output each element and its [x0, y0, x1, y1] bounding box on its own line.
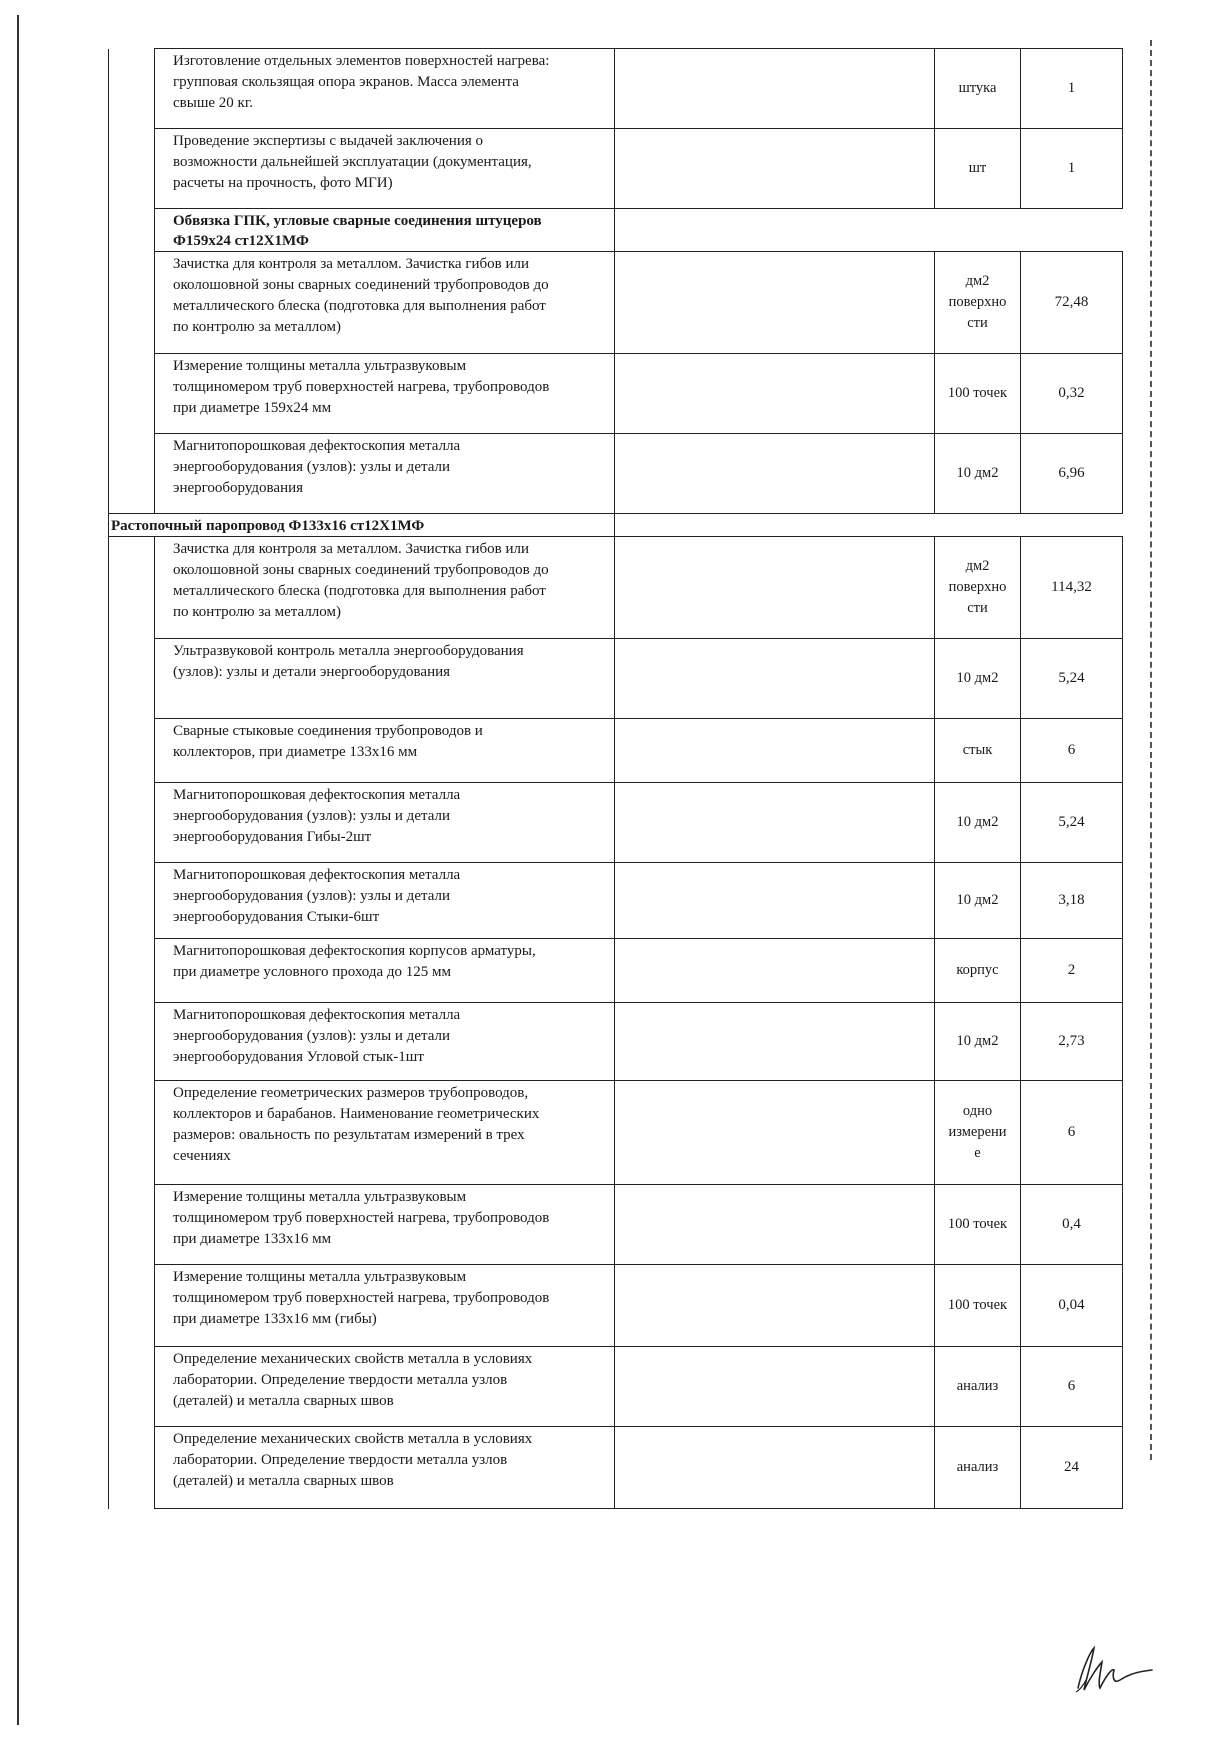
- table-row: [109, 863, 1123, 939]
- unit-cell: одно измерени е: [935, 1081, 1021, 1185]
- unit-cell: корпус: [935, 939, 1021, 1003]
- quantity-cell: 6: [1021, 719, 1123, 783]
- empty-cell: [615, 252, 935, 354]
- quantity-cell: 0,4: [1021, 1185, 1123, 1265]
- unit-cell: 100 точек: [935, 1265, 1021, 1347]
- work-description: Определение механических свойств металла в условиях лаборатории. Определение твердости металла узлов (деталей) и металла сварных швов: [173, 1351, 533, 1409]
- margin-cell: [109, 719, 155, 783]
- table-row: [109, 783, 1123, 863]
- margin-cell: [109, 639, 155, 719]
- unit-cell: 10 дм2: [935, 434, 1021, 514]
- margin-cell: [109, 1081, 155, 1185]
- work-description-cell: [155, 1427, 615, 1509]
- work-description-cell: [155, 863, 615, 939]
- table-row: [109, 434, 1123, 514]
- empty-cell: [615, 49, 935, 129]
- table-row: [109, 354, 1123, 434]
- section-title: Растопочный паропровод Ф133х16 ст12Х1МФ: [109, 514, 615, 537]
- empty-cell: [615, 354, 935, 434]
- work-description-cell: [155, 1081, 615, 1185]
- work-description-cell: [155, 252, 615, 354]
- table-row: [109, 252, 1123, 354]
- empty-cell: [615, 1427, 935, 1509]
- empty-cell: [935, 514, 1021, 537]
- unit-cell: штука: [935, 49, 1021, 129]
- work-description: Зачистка для контроля за металлом. Зачистка гибов или околошовной зоны сварных соединений трубопроводов до металлического блеска (подготовка для выполнения работ по контролю за металлом): [173, 541, 549, 620]
- empty-cell: [615, 514, 935, 537]
- unit-cell: 100 точек: [935, 354, 1021, 434]
- quantity-cell: 3,18: [1021, 863, 1123, 939]
- table-body: [109, 49, 1123, 1509]
- unit-cell: анализ: [935, 1427, 1021, 1509]
- work-description: Измерение толщины металла ультразвуковым толщиномером труб поверхностей нагрева, трубопроводов при диаметре 159х24 мм: [173, 358, 550, 416]
- work-description: Измерение толщины металла ультразвуковым толщиномером труб поверхностей нагрева, трубопроводов при диаметре 133х16 мм: [173, 1189, 550, 1247]
- table-row: [109, 719, 1123, 783]
- table-row: [109, 49, 1123, 129]
- unit-cell: 10 дм2: [935, 639, 1021, 719]
- empty-cell: [615, 863, 935, 939]
- empty-cell: [615, 537, 935, 639]
- margin-cell: [109, 434, 155, 514]
- quantity-cell: 1: [1021, 129, 1123, 209]
- quantity-cell: 2: [1021, 939, 1123, 1003]
- table-row: [109, 537, 1123, 639]
- table-row: [109, 939, 1123, 1003]
- table-row: [109, 639, 1123, 719]
- empty-cell: [615, 209, 935, 252]
- work-description-cell: [155, 783, 615, 863]
- table-row: [109, 1265, 1123, 1347]
- work-description: Определение геометрических размеров трубопроводов, коллекторов и барабанов. Наименование геометрических размеров: овальность по результатам измерений в трех сечениях: [173, 1085, 540, 1164]
- work-items-table: [108, 48, 1123, 1509]
- work-description-cell: [155, 354, 615, 434]
- work-description: Измерение толщины металла ультразвуковым толщиномером труб поверхностей нагрева, трубопроводов при диаметре 133х16 мм (гибы): [173, 1269, 550, 1327]
- section-header-row: [109, 514, 1123, 537]
- empty-cell: [615, 1185, 935, 1265]
- empty-cell: [615, 1081, 935, 1185]
- quantity-cell: 72,48: [1021, 252, 1123, 354]
- quantity-cell: 114,32: [1021, 537, 1123, 639]
- work-description-cell: [155, 1003, 615, 1081]
- unit-cell: стык: [935, 719, 1021, 783]
- empty-cell: [615, 783, 935, 863]
- empty-cell: [615, 1003, 935, 1081]
- section-header-row: [109, 209, 1123, 252]
- margin-cell: [109, 1427, 155, 1509]
- margin-cell: [109, 863, 155, 939]
- quantity-cell: 24: [1021, 1427, 1123, 1509]
- margin-cell: [109, 783, 155, 863]
- unit-cell: 100 точек: [935, 1185, 1021, 1265]
- empty-cell: [935, 209, 1021, 252]
- work-description: Проведение экспертизы с выдачей заключения о возможности дальнейшей эксплуатации (документация, расчеты на прочность, фото МГИ): [173, 133, 532, 191]
- work-description-cell: [155, 719, 615, 783]
- work-description: Зачистка для контроля за металлом. Зачистка гибов или околошовной зоны сварных соединений трубопроводов до металлического блеска (подготовка для выполнения работ по контролю за металлом): [173, 256, 549, 335]
- margin-cell: [109, 1185, 155, 1265]
- empty-cell: [615, 434, 935, 514]
- margin-cell: [109, 129, 155, 209]
- empty-cell: [1021, 514, 1123, 537]
- margin-cell: [109, 1265, 155, 1347]
- work-description: Определение механических свойств металла в условиях лаборатории. Определение твердости металла узлов (деталей) и металла сварных швов: [173, 1431, 533, 1489]
- margin-cell: [109, 1003, 155, 1081]
- work-description-cell: [155, 1185, 615, 1265]
- unit-cell: 10 дм2: [935, 863, 1021, 939]
- work-description-cell: [155, 1347, 615, 1427]
- margin-cell: [109, 1347, 155, 1427]
- work-description: Ультразвуковой контроль металла энергооборудования (узлов): узлы и детали энергооборудования: [173, 643, 524, 680]
- quantity-cell: 6,96: [1021, 434, 1123, 514]
- work-description: Магнитопорошковая дефектоскопия металла энергооборудования (узлов): узлы и детали энергооборудования: [173, 438, 461, 496]
- empty-cell: [615, 1347, 935, 1427]
- quantity-cell: 6: [1021, 1081, 1123, 1185]
- work-description-cell: [155, 537, 615, 639]
- unit-cell: дм2 поверхно сти: [935, 537, 1021, 639]
- table-row: [109, 129, 1123, 209]
- work-description-cell: [155, 1265, 615, 1347]
- scan-margin-line: [17, 15, 19, 1725]
- unit-cell: анализ: [935, 1347, 1021, 1427]
- quantity-cell: 5,24: [1021, 639, 1123, 719]
- table-row: [109, 1347, 1123, 1427]
- work-description: Изготовление отдельных элементов поверхностей нагрева: групповая скользящая опора экранов. Масса элемента свыше 20 кг.: [173, 53, 550, 111]
- margin-cell: [109, 209, 155, 252]
- work-description-cell: [155, 939, 615, 1003]
- empty-cell: [615, 939, 935, 1003]
- signature-mark: [1068, 1640, 1158, 1700]
- quantity-cell: 5,24: [1021, 783, 1123, 863]
- work-description-cell: [155, 49, 615, 129]
- quantity-cell: 6: [1021, 1347, 1123, 1427]
- empty-cell: [615, 719, 935, 783]
- quantity-cell: 2,73: [1021, 1003, 1123, 1081]
- work-description: Магнитопорошковая дефектоскопия корпусов арматуры, при диаметре условного прохода до 125 мм: [173, 943, 536, 980]
- quantity-cell: 0,04: [1021, 1265, 1123, 1347]
- unit-cell: шт: [935, 129, 1021, 209]
- empty-cell: [615, 639, 935, 719]
- unit-cell: дм2 поверхно сти: [935, 252, 1021, 354]
- margin-cell: [109, 354, 155, 434]
- work-description-cell: [155, 129, 615, 209]
- empty-cell: [615, 1265, 935, 1347]
- margin-cell: [109, 252, 155, 354]
- quantity-cell: 1: [1021, 49, 1123, 129]
- margin-cell: [109, 537, 155, 639]
- scan-edge-dashes: [1150, 40, 1154, 1460]
- work-description-cell: [155, 639, 615, 719]
- work-description: Магнитопорошковая дефектоскопия металла энергооборудования (узлов): узлы и детали энергооборудования Гибы-2шт: [173, 787, 461, 845]
- unit-cell: 10 дм2: [935, 783, 1021, 863]
- margin-cell: [109, 939, 155, 1003]
- work-description-cell: [155, 434, 615, 514]
- margin-cell: [109, 49, 155, 129]
- table-row: [109, 1427, 1123, 1509]
- table-row: [109, 1185, 1123, 1265]
- work-description: Магнитопорошковая дефектоскопия металла энергооборудования (узлов): узлы и детали энергооборудования Угловой стык-1шт: [173, 1007, 461, 1065]
- unit-cell: 10 дм2: [935, 1003, 1021, 1081]
- empty-cell: [1021, 209, 1123, 252]
- quantity-cell: 0,32: [1021, 354, 1123, 434]
- work-description: Сварные стыковые соединения трубопроводов и коллекторов, при диаметре 133х16 мм: [173, 723, 483, 760]
- empty-cell: [615, 129, 935, 209]
- section-title: Обвязка ГПК, угловые сварные соединения штуцеров Ф159х24 ст12Х1МФ: [155, 209, 615, 252]
- table-row: [109, 1081, 1123, 1185]
- work-description: Магнитопорошковая дефектоскопия металла энергооборудования (узлов): узлы и детали энергооборудования Стыки-6шт: [173, 867, 461, 925]
- table-row: [109, 1003, 1123, 1081]
